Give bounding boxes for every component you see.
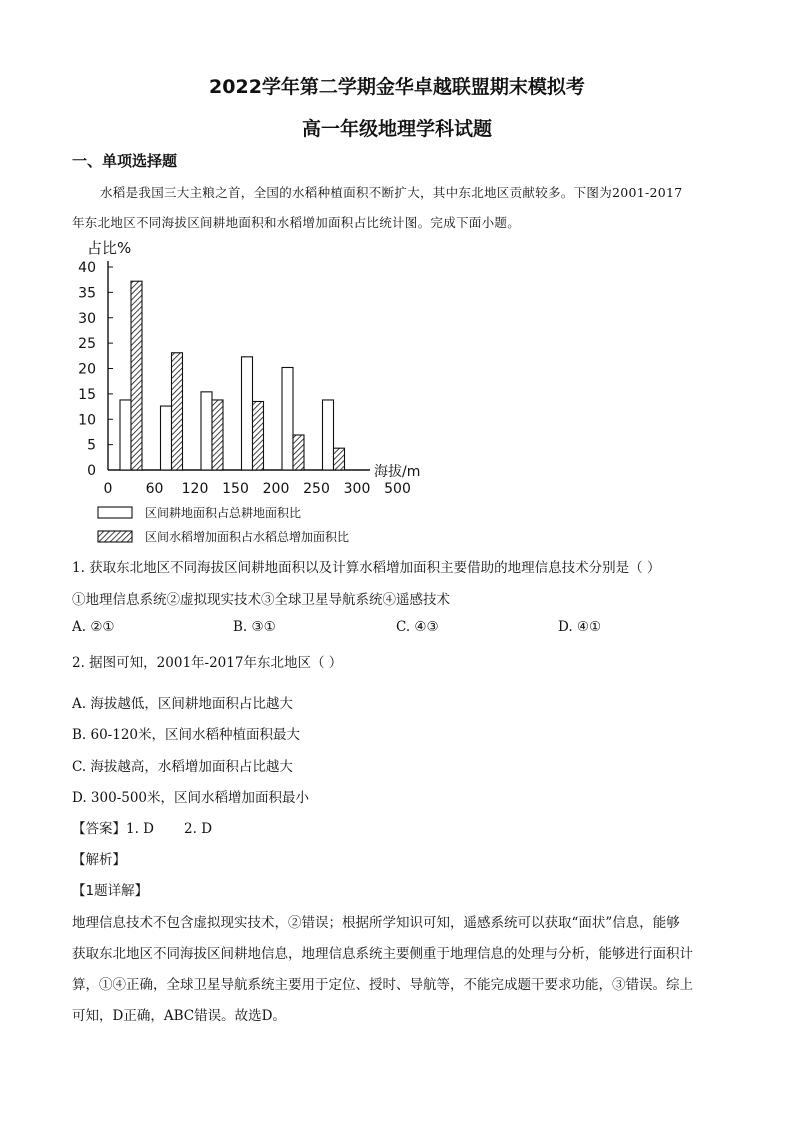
x-tick-label: 500 <box>384 481 411 497</box>
explanation-line-3: 算，①④正确，全球卫星导航系统主要用于定位、授时、导航等，不能完成题干要求功能，③错误。综上 <box>72 977 693 993</box>
y-tick-label: 10 <box>78 412 96 429</box>
y-tick-label: 5 <box>87 437 96 454</box>
y-tick-label: 35 <box>78 285 96 302</box>
bar-farmland-share <box>282 367 293 470</box>
bar-farmland-share <box>323 400 334 470</box>
answer-line <box>72 817 212 837</box>
answer-label: 【答案】 <box>72 821 126 837</box>
question-1-option-a[interactable]: A. ②① <box>72 619 115 635</box>
legend-label-rice: 区间水稻增加面积占水稻总增加面积比 <box>145 530 350 544</box>
question-2-option-c[interactable]: C. 海拔越高，水稻增加面积占比越大 <box>72 759 293 775</box>
analysis-label: 【解析】 <box>72 852 126 868</box>
y-tick-label: 40 <box>78 260 96 276</box>
y-tick-label: 20 <box>78 361 96 378</box>
detail-label: 【1题详解】 <box>72 883 149 899</box>
bar-rice-increase-share <box>293 435 304 470</box>
question-2-option-b[interactable]: B. 60-120米，区间水稻种植面积最大 <box>72 727 301 743</box>
x-tick-label: 0 <box>103 481 113 497</box>
bar-rice-increase-share <box>131 281 142 470</box>
x-tick-label: 150 <box>222 481 249 497</box>
y-tick-label: 15 <box>78 386 96 403</box>
explanation-line-1: 地理信息技术不包含虚拟现实技术，②错误；根据所学知识可知，遥感系统可以获取“面状”信息，能够 <box>72 915 680 931</box>
intro-line-1: 水稻是我国三大主粮之首，全国的水稻种植面积不断扩大，其中东北地区贡献较多。下图为2001-2017 <box>100 185 683 200</box>
legend-swatch-rice <box>98 531 132 542</box>
exam-subtitle: 高一年级地理学科试题 <box>301 118 492 140</box>
x-tick-label: 200 <box>262 481 290 497</box>
answer-text: 1. D 2. D <box>126 821 213 837</box>
elevation-bar-chart <box>60 235 440 555</box>
question-1-stem: 1. 获取东北地区不同海拔区间耕地面积以及计算水稻增加面积主要借助的地理信息技术分别是（ ） <box>72 560 661 576</box>
x-axis-label: 海拔/m <box>374 464 421 480</box>
question-2-option-d[interactable]: D. 300-500米，区间水稻增加面积最小 <box>72 790 310 806</box>
y-tick-label: 25 <box>78 336 96 353</box>
bar-farmland-share <box>201 392 212 470</box>
x-tick-label: 120 <box>181 481 209 497</box>
bar-farmland-share <box>161 406 172 470</box>
y-tick-label: 30 <box>78 310 96 327</box>
x-tick-label: 300 <box>343 481 371 497</box>
question-1-option-c[interactable]: C. ④③ <box>396 619 439 635</box>
bar-rice-increase-share <box>253 401 264 470</box>
x-tick-label: 250 <box>303 481 330 497</box>
legend-label-farmland: 区间耕地面积占总耕地面积比 <box>145 506 302 520</box>
question-1-items: ①地理信息系统②虚拟现实技术③全球卫星导航系统④遥感技术 <box>72 592 450 608</box>
x-tick-label: 60 <box>145 481 164 497</box>
exam-title: 2022学年第二学期金华卓越联盟期末模拟考 <box>209 76 585 98</box>
legend-swatch-farmland <box>98 507 132 518</box>
intro-line-2: 年东北地区不同海拔区间耕地面积和水稻增加面积占比统计图。完成下面小题。 <box>72 215 521 230</box>
bar-rice-increase-share <box>334 448 345 470</box>
bar-rice-increase-share <box>172 353 183 470</box>
y-axis-label: 占比% <box>87 239 132 257</box>
bar-rice-increase-share <box>212 400 223 470</box>
y-tick-label: 0 <box>87 463 96 479</box>
question-2-stem: 2. 据图可知，2001年-2017年东北地区（ ） <box>72 655 343 671</box>
explanation-line-2: 获取东北地区不同海拔区间耕地信息，地理信息系统主要侧重于地理信息的处理与分析，能够进行面积计 <box>72 946 693 962</box>
explanation-line-4: 可知，D正确，ABC错误。故选D。 <box>72 1008 286 1024</box>
bar-farmland-share <box>120 400 131 470</box>
question-1-option-b[interactable]: B. ③① <box>233 619 276 635</box>
section-heading: 一、单项选择题 <box>72 152 178 170</box>
question-2-option-a[interactable]: A. 海拔越低，区间耕地面积占比越大 <box>72 696 293 712</box>
question-1-option-d[interactable]: D. ④① <box>558 619 602 635</box>
bar-farmland-share <box>242 357 253 470</box>
